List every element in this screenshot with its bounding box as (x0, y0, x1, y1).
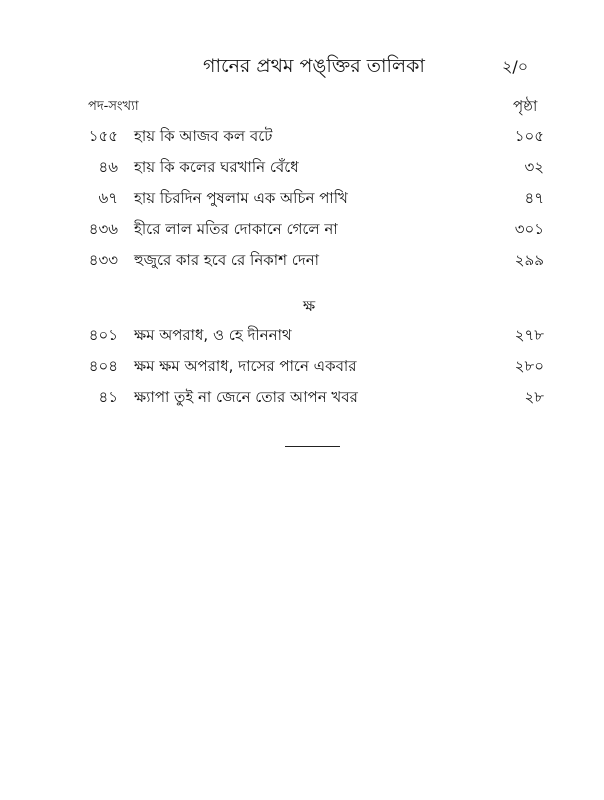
first-line-text: হীরে লাল মতির দোকানে গেলে না (134, 220, 338, 238)
section-ha (0, 125, 604, 280)
index-row (0, 187, 604, 218)
song-number: ১৫৫ (88, 127, 118, 145)
first-line-text: হায় চিরদিন পুষলাম এক অচিন পাখি (134, 189, 348, 207)
index-row (0, 218, 604, 249)
song-number: ৪০৪ (88, 357, 118, 375)
first-line-text: হুজুরে কার হবে রে নিকাশ দেনা (134, 251, 320, 269)
first-line-text: হায় কি কলের ঘরখানি বেঁধে (134, 158, 299, 176)
section-ksha (0, 324, 604, 417)
page-number: ২/০ (502, 57, 529, 76)
index-row (0, 156, 604, 187)
column-header-page: পৃষ্ঠা (513, 97, 538, 115)
page-header (0, 52, 604, 82)
page-ref: ৪৭ (524, 189, 544, 207)
page-ref: ২৯৯ (514, 251, 544, 269)
column-header-song-number: পদ-সংখ্যা (88, 99, 139, 114)
page-ref: ২৮০ (514, 357, 544, 375)
first-line-text: ক্ষম ক্ষম অপরাধ, দাসের পানে একবার (134, 357, 357, 375)
page-ref: ২৭৮ (514, 326, 544, 344)
first-line-text: হায় কি আজব কল বটে (134, 127, 273, 145)
page-ref: ৩২ (524, 158, 544, 176)
index-row (0, 324, 604, 355)
page-ref: ২৮ (524, 388, 544, 406)
section-letter-heading: ক্ষ (303, 297, 316, 315)
song-number: ৪৩৩ (88, 251, 118, 269)
page-title: গানের প্রথম পঙ্‌ক্তির তালিকা (203, 55, 425, 77)
end-divider (285, 446, 340, 447)
first-line-text: ক্ষম অপরাধ, ও হে দীননাথ (134, 326, 292, 344)
song-number: ৪০১ (88, 326, 118, 344)
page-ref: ৩০১ (514, 220, 544, 238)
song-number: ৪৬ (98, 158, 118, 176)
column-headers (0, 95, 604, 119)
song-number: ৪১ (98, 388, 118, 406)
index-row (0, 386, 604, 417)
index-row (0, 355, 604, 386)
index-row (0, 125, 604, 156)
song-number: ৪৩৬ (88, 220, 118, 238)
page-ref: ১০৫ (514, 127, 544, 145)
index-row (0, 249, 604, 280)
song-number: ৬৭ (98, 189, 118, 207)
first-line-text: ক্ষ্যাপা তুই না জেনে তোর আপন খবর (134, 388, 358, 406)
